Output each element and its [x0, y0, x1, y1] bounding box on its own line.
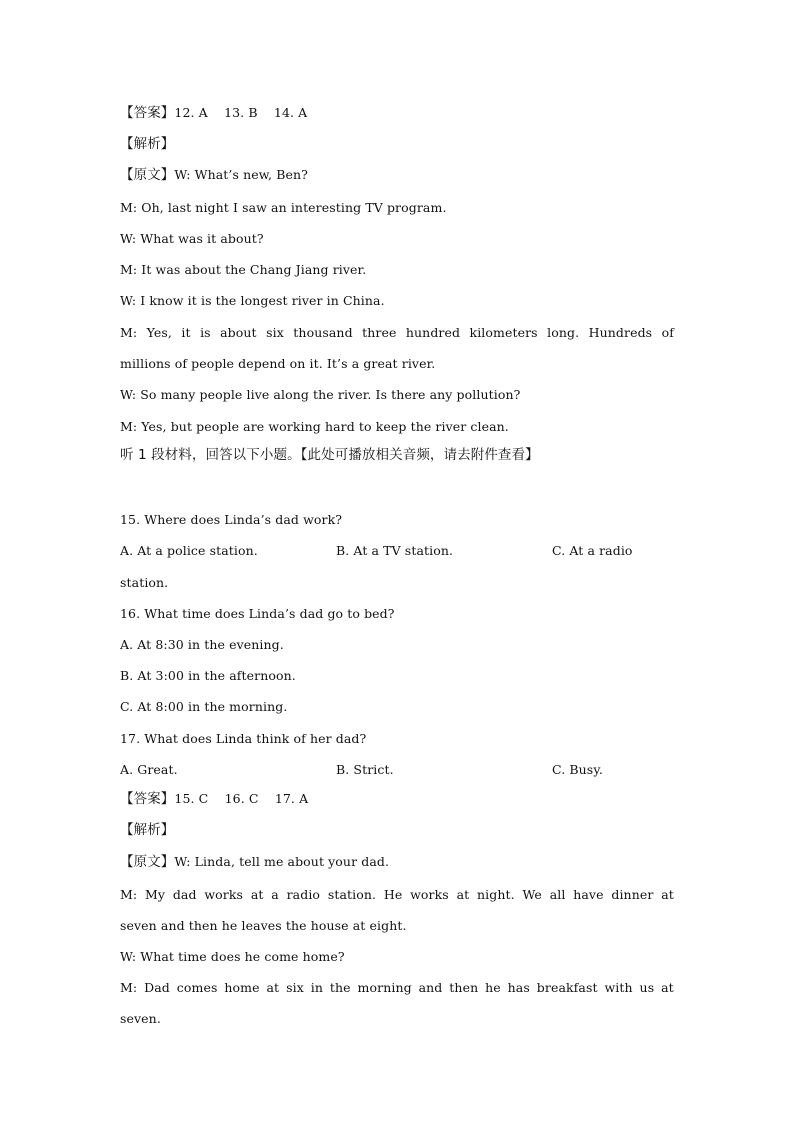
question-17: 17. What does Linda think of her dad?	[120, 731, 367, 746]
word: Yes,	[146, 325, 172, 340]
word: with	[604, 980, 633, 995]
transcript-line: M: It was about the Chang Jiang river.	[120, 262, 367, 277]
option-a: A. Great.	[120, 762, 178, 777]
answer-text: 12. A 13. B 14. A	[174, 105, 308, 120]
transcript-line: seven and then he leaves the house at eight.	[120, 918, 407, 933]
word: a	[271, 887, 279, 902]
word: the	[329, 980, 351, 995]
analysis-heading-1: 【解析】	[120, 136, 175, 152]
transcript-label: 【原文】	[120, 854, 175, 870]
word: comes	[176, 980, 218, 995]
transcript-justified-line	[120, 887, 674, 903]
answer-line-1	[120, 105, 307, 121]
word: he	[485, 980, 501, 995]
word: breakfast	[536, 980, 598, 995]
word: Dad	[144, 980, 170, 995]
transcript-justified-line	[120, 980, 674, 996]
word: dad	[172, 887, 197, 902]
word: at	[661, 887, 674, 902]
word: and	[418, 980, 443, 995]
word: is	[200, 325, 211, 340]
word: M:	[120, 887, 138, 902]
word: long.	[547, 325, 580, 340]
analysis-heading-2: 【解析】	[120, 822, 175, 838]
word: night.	[477, 887, 515, 902]
word: kilometers	[469, 325, 538, 340]
word: thousand	[293, 325, 353, 340]
transcript-first-line-2	[120, 854, 389, 870]
word: have	[573, 887, 604, 902]
listening-instruction: 听 1 段材料，回答以下小题。【此处可播放相关音频，请去附件查看】	[120, 447, 539, 463]
word: six	[286, 980, 304, 995]
option-c-continuation: station.	[120, 575, 169, 590]
transcript-line: W: What was it about?	[120, 231, 264, 246]
word: works	[410, 887, 449, 902]
answer-line-2	[120, 791, 308, 807]
word: He	[383, 887, 403, 902]
answer-label: 【答案】	[120, 105, 175, 121]
word: three	[362, 325, 397, 340]
transcript-label: 【原文】	[120, 167, 175, 183]
word: radio	[286, 887, 321, 902]
transcript-line: M: Yes, but people are working hard to keep the river clean.	[120, 419, 509, 434]
answer-label: 【答案】	[120, 791, 175, 807]
option-a: A. At 8:30 in the evening.	[120, 637, 284, 652]
question-15: 15. Where does Linda’s dad work?	[120, 512, 343, 527]
word: of	[661, 325, 674, 340]
option-b: B. At a TV station.	[336, 543, 454, 558]
word: M:	[120, 980, 138, 995]
word: then	[449, 980, 479, 995]
option-b: B. Strict.	[336, 762, 394, 777]
word: all	[549, 887, 566, 902]
word: station.	[327, 887, 377, 902]
option-c: C. At 8:00 in the morning.	[120, 699, 288, 714]
word: Hundreds	[588, 325, 653, 340]
word: works	[204, 887, 244, 902]
word: We	[522, 887, 542, 902]
word: at	[661, 980, 674, 995]
transcript-line: M: Oh, last night I saw an interesting TV program.	[120, 200, 447, 215]
transcript-justified-line	[120, 325, 674, 341]
transcript-line: seven.	[120, 1011, 161, 1026]
transcript-line: W: I know it is the longest river in China.	[120, 293, 385, 308]
word: at	[266, 980, 280, 995]
word: dinner	[611, 887, 654, 902]
word: in	[310, 980, 323, 995]
transcript-line: W: Linda, tell me about your dad.	[174, 854, 390, 869]
question-16: 16. What time does Linda’s dad go to bed?	[120, 606, 395, 621]
word: morning	[357, 980, 412, 995]
option-a: A. At a police station.	[120, 543, 258, 558]
word: has	[507, 980, 530, 995]
word: hundred	[405, 325, 461, 340]
word: it	[181, 325, 191, 340]
transcript-line: W: What time does he come home?	[120, 949, 345, 964]
option-c: C. Busy.	[552, 762, 603, 777]
word: home	[224, 980, 260, 995]
word: us	[639, 980, 655, 995]
word: My	[144, 887, 166, 902]
option-b: B. At 3:00 in the afternoon.	[120, 668, 296, 683]
answer-text: 15. C 16. C 17. A	[174, 791, 309, 806]
transcript-line: W: What’s new, Ben?	[174, 167, 308, 182]
word: at	[250, 887, 264, 902]
transcript-line: W: So many people live along the river. Is there any pollution?	[120, 387, 521, 402]
transcript-line: millions of people depend on it. It’s a great river.	[120, 356, 436, 371]
transcript-first-line-1	[120, 167, 308, 183]
option-c: C. At a radio	[552, 543, 633, 558]
word: about	[220, 325, 257, 340]
word: six	[266, 325, 284, 340]
word: at	[456, 887, 470, 902]
word: M:	[120, 325, 138, 340]
